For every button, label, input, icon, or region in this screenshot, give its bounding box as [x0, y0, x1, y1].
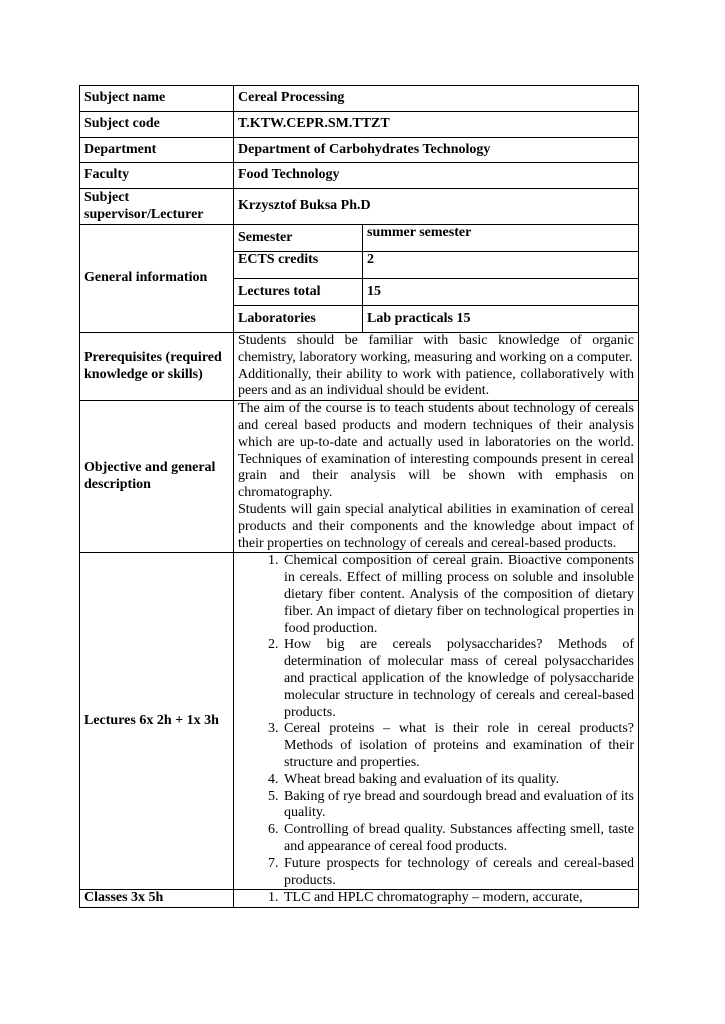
- ects-label: ECTS credits: [234, 252, 363, 279]
- row-lectures: [80, 553, 639, 890]
- subject-code-label: Subject code: [80, 112, 234, 138]
- list-item: 6. Controlling of bread quality. Substances affecting smell, taste and appearance of cereal food products.: [282, 822, 634, 856]
- semester-label: Semester: [234, 225, 363, 252]
- row-supervisor: [80, 189, 639, 225]
- prerequisites-text: [234, 333, 639, 401]
- list-item: 1. Chemical composition of cereal grain. Bioactive components in cereals. Effect of milling process on soluble and insoluble dietary fiber content. Analysis of the composition of dietary fiber. An impact of dietary fiber on technological properties in food production.: [282, 553, 634, 637]
- row-objective: [80, 401, 639, 553]
- laboratories-row: [234, 306, 638, 333]
- faculty-label: Faculty: [80, 163, 234, 189]
- lectures-total-row: [234, 279, 638, 306]
- general-information-cell: [234, 225, 639, 333]
- lectures-total-value: 15: [363, 279, 639, 306]
- objective-text: [234, 401, 639, 553]
- lectures-cell: [234, 553, 639, 890]
- subject-name-label: Subject name: [80, 86, 234, 112]
- semester-row: [234, 225, 638, 252]
- classes-list: [238, 890, 634, 907]
- list-item: 2. How big are cereals polysaccharides? Methods of determination of molecular mass of cereal polysaccharides and practical application of the knowledge of polysaccharide molecular structure in technology of cereals and cereal-based products.: [282, 637, 634, 721]
- row-subject-code: [80, 112, 639, 138]
- row-classes: [80, 890, 639, 908]
- classes-cell: [234, 890, 639, 908]
- list-item: 4. Wheat bread baking and evaluation of its quality.: [282, 772, 634, 789]
- prerequisites-paragraph: Additionally, their ability to work with patience, collaboratively with peers and as an individual should be evident.: [238, 366, 634, 399]
- lectures-label: Lectures 6x 2h + 1x 3h: [80, 553, 234, 890]
- lectures-list: [238, 553, 634, 889]
- laboratories-value: Lab practicals 15: [363, 306, 639, 333]
- row-general-information: [80, 225, 639, 333]
- department-label: Department: [80, 138, 234, 163]
- subject-code-value: T.KTW.CEPR.SM.TTZT: [234, 112, 639, 138]
- ects-value: 2: [363, 252, 639, 279]
- list-item: 7. Future prospects for technology of cereals and cereal-based products.: [282, 856, 634, 890]
- objective-paragraph: The aim of the course is to teach students about technology of cereals and cereal based products and modern techniques of their analysis which are up-to-date and actually used in laboratories on the world. Techniques of examination of interesting compounds present in cereal grain and their analysis will be shown with emphasis on chromatography.: [238, 401, 634, 501]
- ects-row: [234, 252, 638, 279]
- laboratories-label: Laboratories: [234, 306, 363, 333]
- general-information-label: General information: [80, 225, 234, 333]
- department-value: Department of Carbohydrates Technology: [234, 138, 639, 163]
- list-item: 5. Baking of rye bread and sourdough bread and evaluation of its quality.: [282, 789, 634, 823]
- prerequisites-label: Prerequisites (required knowledge or skills): [80, 333, 234, 401]
- supervisor-value: Krzysztof Buksa Ph.D: [234, 189, 639, 225]
- supervisor-label: Subject supervisor/Lecturer: [80, 189, 234, 225]
- row-department: [80, 138, 639, 163]
- syllabus-table: [79, 85, 639, 908]
- classes-label: Classes 3x 5h: [80, 890, 234, 908]
- objective-label: Objective and general description: [80, 401, 234, 553]
- row-faculty: [80, 163, 639, 189]
- general-information-table: [234, 225, 638, 332]
- faculty-value: Food Technology: [234, 163, 639, 189]
- row-prerequisites: [80, 333, 639, 401]
- objective-paragraph: Students will gain special analytical abilities in examination of cereal products and their components and the knowledge about impact of their properties on technology of cereals and cereal-based products.: [238, 501, 634, 551]
- lectures-total-label: Lectures total: [234, 279, 363, 306]
- prerequisites-paragraph: Students should be familiar with basic knowledge of organic chemistry, laboratory working, measuring and working on a computer.: [238, 333, 634, 365]
- semester-value: summer semester: [363, 225, 639, 252]
- subject-name-value: Cereal Processing: [234, 86, 639, 112]
- list-item: 1. TLC and HPLC chromatography – modern, accurate,: [282, 890, 634, 907]
- row-subject-name: [80, 86, 639, 112]
- list-item: 3. Cereal proteins – what is their role in cereal products? Methods of isolation of proteins and examination of their structure and properties.: [282, 721, 634, 771]
